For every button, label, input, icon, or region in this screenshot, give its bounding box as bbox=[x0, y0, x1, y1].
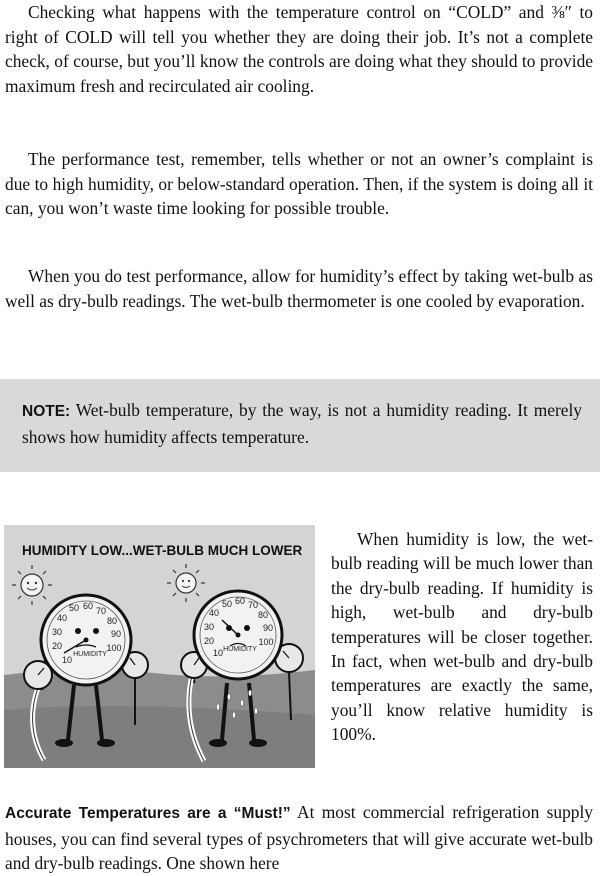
right-gauge-num-30: 30 bbox=[203, 622, 215, 632]
bottom-body: At most commercial refrigeration supply houses, you can find several types of psychrometers that will give accurate wet-bulb and dry-bulb readings. One shown here bbox=[5, 802, 593, 874]
right-gauge-num-100: 100 bbox=[258, 637, 274, 647]
left-gauge-num-80: 80 bbox=[106, 616, 118, 626]
right-gauge-num-90: 90 bbox=[262, 623, 274, 633]
left-gauge-word: HUMIDITY bbox=[73, 651, 107, 658]
left-gauge-num-60: 60 bbox=[82, 601, 94, 611]
paragraph-temperature-control: Checking what happens with the temperature control on “COLD” and ⅜″ to right of COLD will tell you whether they are doing their job. It’s not a complete check, of course, but you’ll know the controls are doing what they should to provide maximum fresh and recirculated air cooling. bbox=[5, 2, 593, 96]
left-gauge-num-30: 30 bbox=[51, 627, 63, 637]
left-gauge-num-10: 10 bbox=[61, 655, 73, 665]
side-text-humidity: When humidity is low, the wet-bulb reading will be much lower than the dry-bulb reading. If humidity is high, wet-bulb and dry-bulb temperatures will be closer together. In fact, when wet-bulb and dry-bulb temperatures are exactly the same, you’ll know relative humidity is 100%. bbox=[331, 529, 593, 745]
right-gauge-num-20: 20 bbox=[203, 636, 215, 646]
right-gauge-num-40: 40 bbox=[208, 608, 220, 618]
left-gauge-num-70: 70 bbox=[95, 606, 107, 616]
note-box bbox=[0, 379, 600, 472]
right-gauge-num-10: 10 bbox=[212, 648, 224, 658]
paragraph-accurate-temperatures bbox=[5, 800, 593, 876]
left-gauge-num-90: 90 bbox=[110, 629, 122, 639]
right-gauge-num-70: 70 bbox=[247, 600, 259, 610]
illustration-drawing bbox=[4, 525, 315, 768]
right-gauge-num-80: 80 bbox=[257, 610, 269, 620]
left-gauge-num-50: 50 bbox=[68, 603, 80, 613]
note-label: NOTE: bbox=[22, 403, 71, 420]
note-text bbox=[22, 398, 582, 449]
right-gauge-word: HUMIDITY bbox=[223, 646, 257, 653]
paragraph-performance-test: The performance test, remember, tells whether or not an owner’s complaint is due to high humidity, or below-standard operation. Then, if the system is doing all it can, you won’t waste time looking for possible trouble. bbox=[5, 149, 593, 219]
left-gauge-num-20: 20 bbox=[51, 641, 63, 651]
left-gauge-num-40: 40 bbox=[56, 613, 68, 623]
bottom-heading: Accurate Temperatures are a “Must!” bbox=[5, 805, 291, 822]
left-gauge-num-100: 100 bbox=[106, 643, 122, 653]
illustration-caption: HUMIDITY LOW...WET-BULB MUCH LOWER bbox=[22, 543, 303, 558]
note-body: Wet-bulb temperature, by the way, is not a humidity reading. It merely shows how humidity affects temperature. bbox=[22, 400, 582, 447]
humidity-illustration bbox=[4, 525, 315, 768]
right-gauge-num-60: 60 bbox=[234, 596, 246, 606]
paragraph-wet-bulb-readings: When you do test performance, allow for humidity’s effect by taking wet-bulb as well as dry-bulb readings. The wet-bulb thermometer is one cooled by evaporation. bbox=[5, 266, 593, 311]
right-gauge-num-50: 50 bbox=[221, 599, 233, 609]
